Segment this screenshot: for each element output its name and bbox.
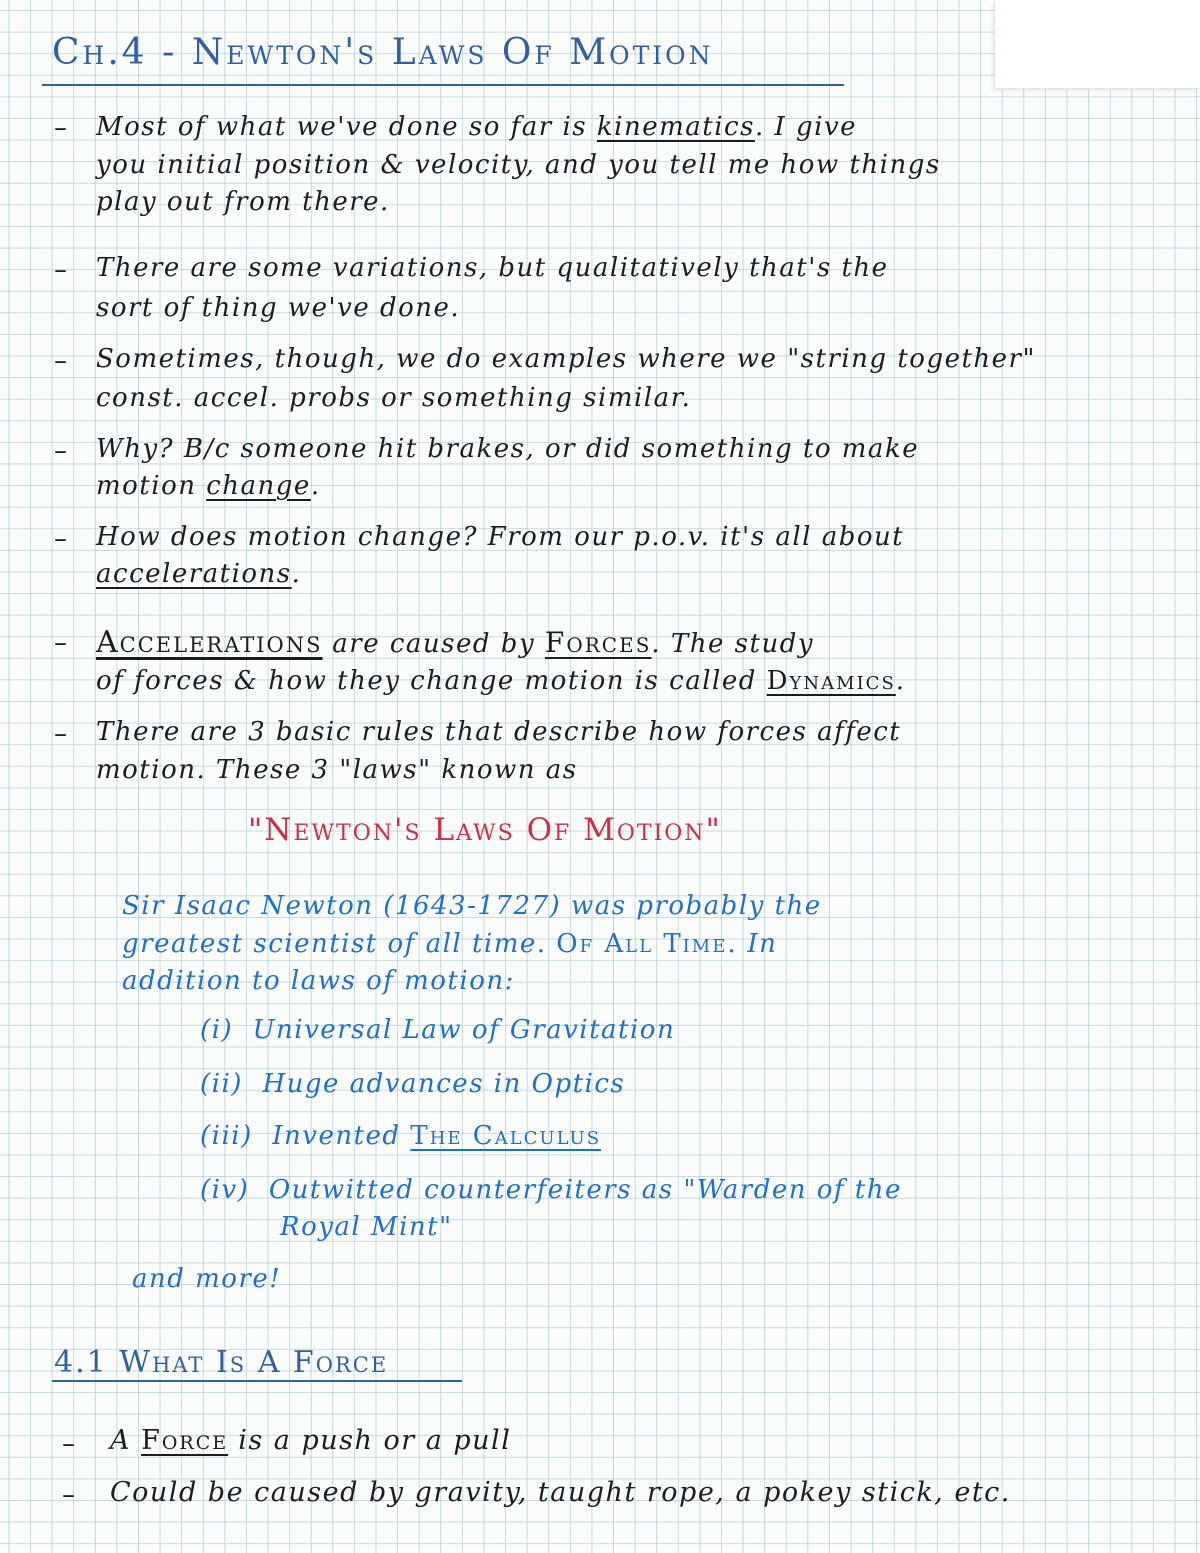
bullet-line: Sometimes, though, we do examples where we "string together"	[96, 344, 1036, 374]
bullet-line: There are some variations, but qualitatively that's the	[96, 253, 889, 283]
text: are caused by	[322, 629, 545, 659]
item-text: Outwitted counterfeiters as "Warden of the	[268, 1175, 902, 1205]
text: of forces & how they change motion is called	[96, 666, 767, 696]
the-calculus: The Calculus	[410, 1121, 602, 1151]
text: motion	[96, 471, 207, 501]
item-number: (i)	[200, 1015, 234, 1045]
item-number: (iv)	[200, 1175, 250, 1205]
newton-item	[200, 1069, 625, 1099]
bullet-dash: –	[54, 719, 67, 749]
text: . I give	[754, 112, 858, 142]
bullet-line: play out from there.	[96, 187, 390, 217]
bullet-line: const. accel. probs or something similar.	[96, 383, 692, 413]
and-more: and more!	[132, 1264, 282, 1294]
newton-item	[200, 1121, 601, 1151]
text: .	[895, 666, 906, 696]
term-accelerations-caps: Accelerations	[96, 625, 323, 660]
bullet-line: Could be caused by gravity, taught rope, a pokey stick, etc.	[110, 1477, 1011, 1508]
title-underline	[42, 84, 844, 86]
text: .	[291, 559, 302, 589]
bullet-dash: –	[54, 628, 67, 658]
term-dynamics: Dynamics	[766, 666, 896, 696]
term-kinematics: kinematics	[596, 112, 755, 142]
highlight-newtons-laws: "Newton's Laws Of Motion"	[248, 812, 722, 848]
term-accelerations: accelerations	[96, 559, 292, 589]
bullet-line: How does motion change? From our p.o.v. it's all about	[96, 522, 905, 552]
bullet-dash: –	[54, 346, 67, 376]
text: greatest scientist of all time.	[122, 929, 557, 959]
bullet-line: There are 3 basic rules that describe how forces affect	[96, 717, 902, 747]
page-title: Ch.4 - Newton's Laws Of Motion	[52, 32, 714, 73]
newton-note-line: Sir Isaac Newton (1643-1727) was probably the	[122, 891, 822, 921]
bullet-line	[96, 666, 906, 696]
newton-item	[200, 1015, 675, 1045]
bullet-line: Why? B/c someone hit brakes, or did something to make	[96, 434, 920, 464]
text: A	[110, 1425, 142, 1456]
item-text: Invented	[272, 1121, 411, 1151]
newton-note-line: addition to laws of motion:	[122, 966, 515, 996]
newton-note-line	[122, 929, 777, 959]
bullet-dash: –	[54, 436, 67, 466]
item-number: (iii)	[200, 1121, 253, 1151]
bullet-dash: –	[62, 1480, 75, 1510]
of-all-time-emphasis: Of All Time.	[556, 929, 738, 959]
bullet-line	[96, 471, 321, 501]
text: In	[737, 929, 778, 959]
bullet-line: motion. These 3 "laws" known as	[96, 755, 578, 785]
text: . The study	[651, 629, 815, 659]
bullet-line	[110, 1425, 511, 1456]
bullet-line: sort of thing we've done.	[96, 293, 461, 323]
bullet-line	[96, 559, 301, 589]
item-number: (ii)	[200, 1069, 243, 1099]
newton-item-continued: Royal Mint"	[280, 1212, 453, 1242]
bullet-dash: –	[62, 1429, 75, 1459]
term-force: Force	[141, 1425, 229, 1456]
text: .	[310, 471, 321, 501]
bullet-dash: –	[54, 524, 67, 554]
term-forces: Forces	[544, 626, 652, 659]
item-text: Universal Law of Gravitation	[252, 1015, 676, 1045]
text: Most of what we've done so far is	[96, 112, 597, 142]
corner-label	[994, 0, 1200, 89]
term-change: change	[206, 471, 311, 501]
bullet-dash: –	[54, 255, 67, 285]
section-underline	[52, 1380, 462, 1382]
section-heading: 4.1 What Is A Force	[54, 1345, 389, 1380]
item-text: Huge advances in Optics	[262, 1069, 626, 1099]
bullet-line: you initial position & velocity, and you tell me how things	[96, 150, 941, 180]
bullet-line	[96, 625, 814, 660]
bullet-dash: –	[54, 113, 67, 143]
newton-item	[200, 1175, 902, 1205]
bullet-line	[96, 112, 857, 142]
text: is a push or a pull	[228, 1425, 512, 1456]
